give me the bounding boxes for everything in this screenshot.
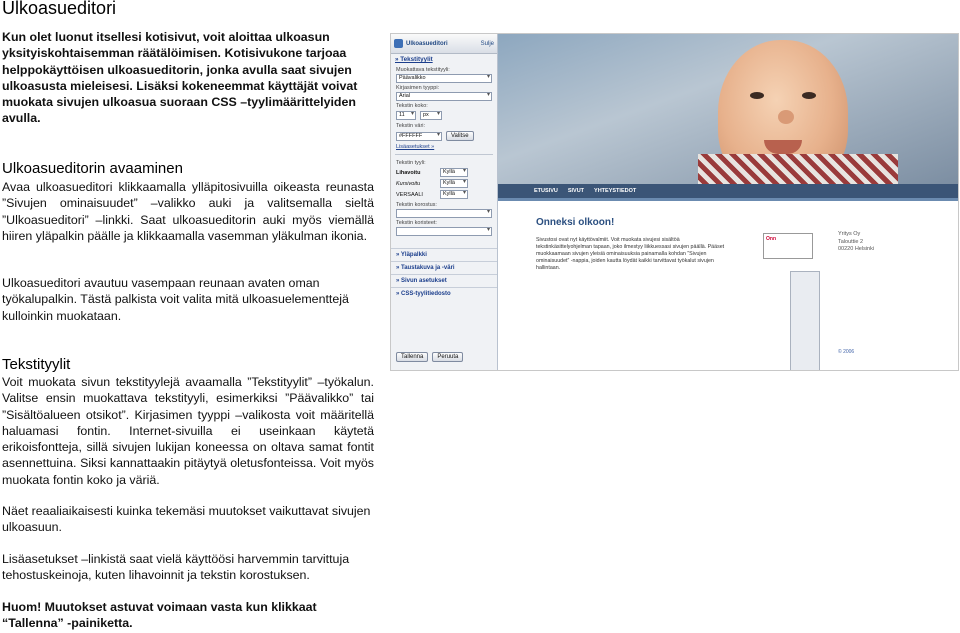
shirt-pattern <box>698 154 898 184</box>
eye-right <box>802 92 816 99</box>
site-content <box>498 198 959 371</box>
section-heading-avaaminen: Ulkoasueditorin avaaminen <box>2 160 183 177</box>
lisaasetukset-link[interactable]: Lisäasetukset » <box>396 144 435 150</box>
side-panel <box>790 271 820 371</box>
select-korostus[interactable] <box>396 209 492 218</box>
tekstityylit-paragraph-1: Voit muokata sivun tekstityylejä avaamalla ”Tekstityylit” –työkalun. Valitse ensin muokattava tekstityyli, esimerkiksi ”Päävalikko” tai ”Sisältöalueen otsikot”. Kirjasimen tyyppi –valikosta voit määritellä haluamasi fontin. Internet-sivuilla ei useinkaan käytetä erikoisfontteja, sillä sivujen lukijan koneessa on oltava samat fontit asennettuina. Siksi kannattaakin pitäytyä oletusfonteissa. Voit myös muokata fontin koko ja väriä. <box>2 375 374 487</box>
label-korostus: Tekstin korostus: <box>396 202 437 208</box>
style-row-3 <box>391 189 497 200</box>
address-line-1: Yritys Oy <box>838 231 861 237</box>
color-row <box>391 130 497 142</box>
peruuta-button[interactable]: Peruuta <box>432 352 463 362</box>
toolbar-header <box>391 34 497 54</box>
page-title: Ulkoasueditori <box>2 0 117 18</box>
input-koko[interactable]: 11 ▾ <box>396 111 416 120</box>
toolbar-actions <box>396 352 463 362</box>
editor-toolbar <box>391 34 498 371</box>
copyright: © 2006 <box>838 349 855 355</box>
note-paragraph: Huom! Muutokset astuvat voimaan vasta kun klikkaat “Tallenna” -painiketta. <box>2 600 317 631</box>
select-muokattava[interactable]: Päävalikko ▾ <box>396 74 492 83</box>
label-vari: Tekstin väri: <box>396 123 426 129</box>
style-select-3[interactable]: Kyllä ▾ <box>440 190 468 199</box>
address-line-3: 00220 Helsinki <box>838 246 875 252</box>
popup-preview: Onn <box>763 233 813 259</box>
eye-left <box>750 92 764 99</box>
mouth <box>764 140 802 154</box>
valitse-button[interactable]: Valitse <box>446 131 474 141</box>
label-koristeet: Tekstin koristeet: <box>396 220 437 226</box>
style-select-2[interactable]: Kyllä ▾ <box>440 179 468 188</box>
editor-logo-icon <box>394 39 403 48</box>
style-label-2: Kursivoitu <box>396 180 421 187</box>
site-preview <box>498 34 959 371</box>
select-kirjasin[interactable]: Arial ▾ <box>396 92 492 101</box>
close-link[interactable]: Sulje <box>480 40 494 47</box>
tekstityylit-paragraph-2: Näet reaaliaikaisesti kuinka tekemäsi muutokset vaikuttavat sivujen ulkoasuun. <box>2 504 371 535</box>
address-line-2: Talouttie 2 <box>838 238 864 245</box>
tallenna-button[interactable]: Tallenna <box>396 352 428 362</box>
nav-yhteystiedot[interactable]: YHTEYSTIEDOT <box>594 188 637 194</box>
tekstityylit-paragraph-3: Lisäasetukset –linkistä saat vielä käyttöösi harvemmin tarvittuja tehostuskeinoja, kuten lihavoinnit ja tekstin korostuksen. <box>2 552 350 583</box>
link-ylapalkki[interactable]: » Yläpalkki <box>391 248 497 261</box>
nav-sivut[interactable]: SIVUT <box>567 188 585 194</box>
intro-paragraph: Kun olet luonut itsellesi kotisivut, voit aloittaa ulkoasun yksityiskohtaisemman räätälöimisen. Kotisivukone tarjoaa helppokäyttöisen ulkoasueditorin, jonka avulla saat sivujen ulkoasusta mieleisesi. Lisäksi kokeneemmat käyttäjät voivat muokata sivujen ulkoasua suoraan CSS –tyylimäärittelyiden avulla. <box>2 30 358 126</box>
style-row-1 <box>391 167 497 178</box>
style-label-3: VERSAALI <box>396 191 423 198</box>
avaaminen-paragraph-1: Avaa ulkoasueditori klikkaamalla ylläpitosivuilla oikeasta reunasta ”Sivujen ominaisuudet” –valikko auki ja valitsemalla sieltä ”Ulkoasueditori” –linkki. Saat ulkoasueditorin auki myös viemällä hiiren yläpalkin päälle ja klikkaamalla vasemman yläkulman ikonia. <box>2 180 374 243</box>
label-koko: Tekstin koko: <box>396 103 428 109</box>
link-css[interactable]: » CSS-tyylitiedosto <box>391 287 497 300</box>
site-nav <box>498 184 959 198</box>
style-label-1: Lihavoitu <box>396 169 421 176</box>
toolbar-title: Ulkoasueditori <box>406 40 448 47</box>
hero-image <box>498 34 959 184</box>
tekstityylit-link[interactable]: » Tekstityylit <box>395 56 433 63</box>
select-yksikko[interactable]: px ▾ <box>420 111 442 120</box>
label-kirjasin: Kirjasimen tyyppi: <box>396 85 440 91</box>
link-sivun-asetukset[interactable]: » Sivun asetukset <box>391 274 497 287</box>
input-vari[interactable]: #FFFFFF ▾ <box>396 132 442 141</box>
size-row <box>391 110 497 121</box>
style-row-2 <box>391 178 497 189</box>
label-tyyli: Tekstin tyyli: <box>396 160 426 166</box>
label-muokattava: Muokattava tekstityyli: <box>396 67 450 73</box>
editor-screenshot <box>390 33 959 371</box>
welcome-heading: Onneksi olkoon! <box>536 217 615 228</box>
select-koristeet[interactable] <box>396 227 492 236</box>
divider <box>395 154 493 155</box>
welcome-text: Sivustosi ovat nyt käyttövalmiit. Voit muokata sivujesi sisältöä tekstinkäsittelyohjelman tapaan, joko ilmestyy liikkuessasi sivujen päällä. Pääset muokkaamaan sivujen yleisiä ominaisuuksia painamalla kohdan ”Sivujen ominaisuudet” -nappia, joiden kautta löydät kaikki tarvittavat työkalut sivujen hallintaan. <box>536 237 725 271</box>
link-taustakuva[interactable]: » Taustakuva ja -väri <box>391 261 497 274</box>
style-select-1[interactable]: Kyllä ▾ <box>440 168 468 177</box>
section-heading-tekstityylit: Tekstityylit <box>2 356 71 373</box>
address-block <box>838 231 874 254</box>
nose <box>778 110 794 124</box>
avaaminen-paragraph-2: Ulkoasueditori avautuu vasempaan reunaan avaten oman työkalupalkin. Tästä palkista voit valita mitä ulkoasuelementtejä kulloinkin muokataan. <box>2 276 349 323</box>
nav-etusivu[interactable]: ETUSIVU <box>534 188 558 194</box>
